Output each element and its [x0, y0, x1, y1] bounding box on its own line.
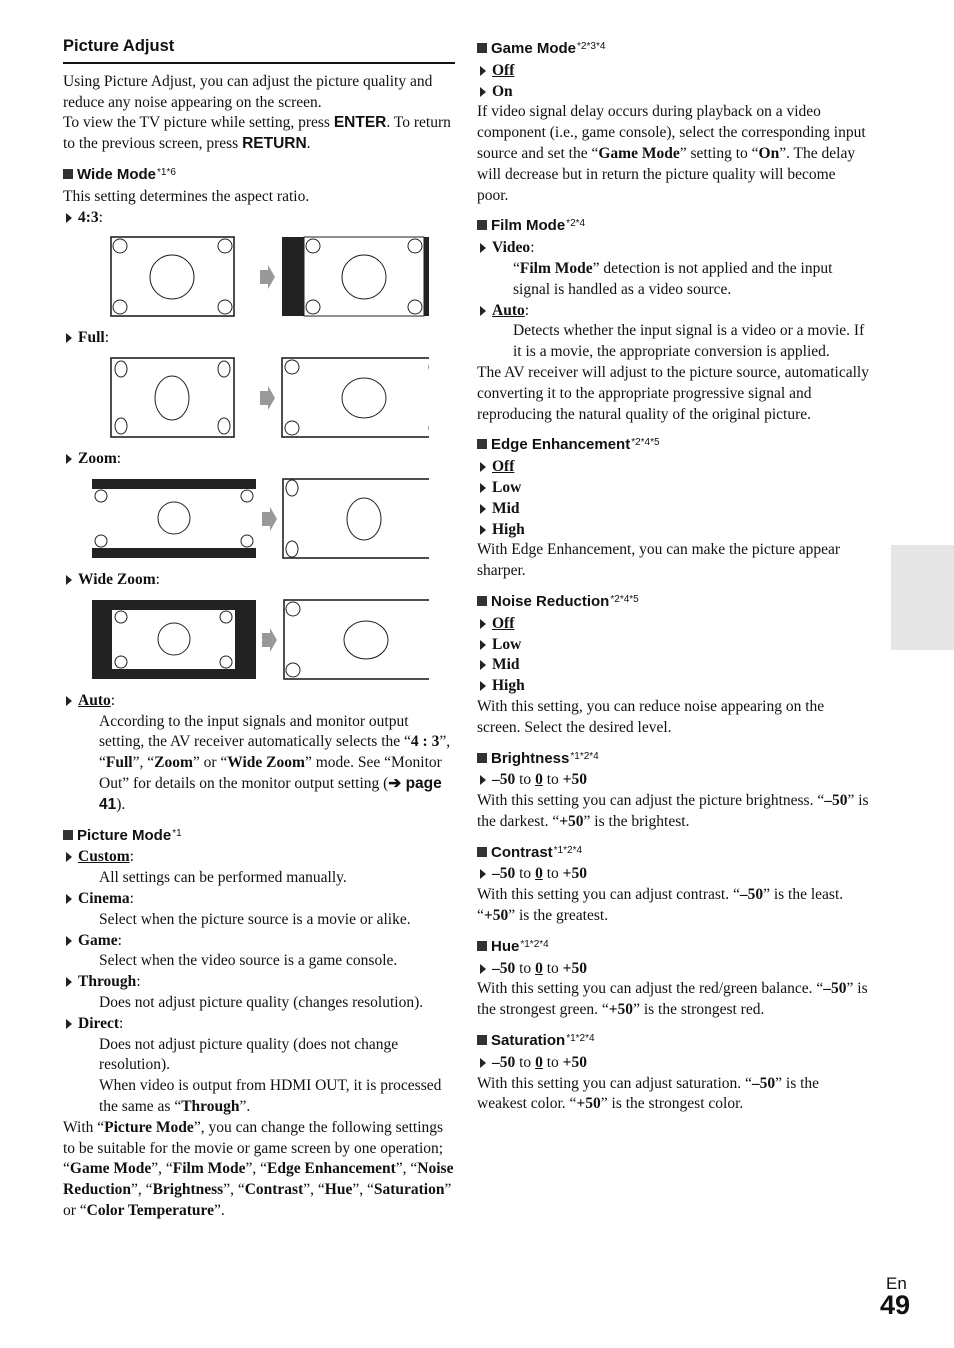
- intro-line: Using Picture Adjust, you can adjust the picture quality and reduce any noise appearing on the screen.: [63, 72, 433, 111]
- option-label: Custom: [78, 848, 130, 866]
- option-label: Wide Zoom: [78, 570, 156, 588]
- diagram-full: [89, 356, 455, 440]
- key-enter: ENTER: [333, 114, 387, 132]
- text: ”, “: [131, 1181, 153, 1199]
- text: ”, “: [99, 733, 451, 772]
- text: –50: [492, 771, 516, 789]
- text: ” mode. See “Monitor Out” for details on the monitor output setting (: [99, 754, 442, 792]
- square-bullet-icon: [477, 753, 487, 763]
- square-bullet-icon: [477, 43, 487, 53]
- output-screen-image: [283, 479, 429, 558]
- hue-desc: [477, 979, 869, 1021]
- text: +50: [559, 812, 584, 830]
- film-mode-footer: The AV receiver will adjust to the picture source, automatically converting it to the appropriate progressive signal and reproducing the natural quality of the original picture.: [477, 363, 869, 423]
- left-column: [63, 36, 455, 1222]
- hue-heading: [477, 935, 869, 958]
- option-off: [477, 457, 869, 478]
- convert-arrow-icon: [262, 507, 277, 531]
- text: to: [515, 959, 536, 977]
- convert-arrow-icon: [260, 265, 275, 289]
- option-on: [477, 82, 869, 103]
- text: ”, “: [395, 1160, 418, 1178]
- text: Game Mode: [598, 144, 680, 162]
- heading-label: Noise Reduction: [491, 592, 610, 610]
- source-screen-image: [92, 600, 256, 679]
- footnote-ref: *1*6: [157, 166, 176, 178]
- footnote-ref: *2*4: [566, 218, 586, 230]
- option-desc: Does not adjust picture quality (changes resolution).: [99, 993, 424, 1011]
- text: Noise Reduction: [63, 1160, 454, 1199]
- heading-label: Saturation: [491, 1032, 566, 1050]
- text: +50: [576, 1095, 601, 1113]
- option-off: [477, 61, 869, 82]
- text: ” or “: [63, 1181, 452, 1219]
- option-label: Full: [78, 329, 105, 347]
- game-mode-desc: [477, 102, 869, 206]
- range-option: [477, 864, 869, 885]
- option-mid: [477, 655, 869, 676]
- diagram-4-3: [89, 235, 455, 319]
- text: –50: [492, 1053, 516, 1071]
- text: When video is output from HDMI OUT, it is processed the same as “: [99, 1077, 442, 1115]
- square-bullet-icon: [477, 1035, 487, 1045]
- text: +50: [562, 865, 587, 883]
- footnote-ref: *1*2*4: [553, 844, 583, 856]
- text: Film Mode: [172, 1160, 246, 1178]
- wide-mode-desc: This setting determines the aspect ratio.: [63, 187, 310, 205]
- option-desc: Does not adjust picture quality (does not change resolution).: [99, 1035, 399, 1074]
- option-video: Video:: [477, 238, 869, 259]
- footnote-ref: *1*2*4: [520, 938, 549, 950]
- footnote-ref: *1*2*4: [570, 750, 599, 762]
- footnote-ref: *1*2*4: [566, 1033, 595, 1045]
- option-label: Through: [78, 973, 137, 991]
- text: With this setting you can adjust the red/green balance. “: [477, 980, 824, 998]
- text: With this setting you can adjust the picture brightness. “: [477, 792, 825, 810]
- output-screen-image: [282, 358, 429, 437]
- text: to: [515, 1053, 536, 1071]
- page-reference-link[interactable]: ➔ page 41: [99, 774, 442, 813]
- option-label: On: [492, 82, 513, 100]
- text: 0: [535, 771, 543, 789]
- square-bullet-icon: [477, 941, 487, 951]
- text: to: [515, 771, 536, 789]
- option-label: Zoom: [78, 450, 117, 468]
- film-mode-heading: [477, 214, 869, 237]
- text: ” is the greatest.: [508, 907, 609, 925]
- edge-enhancement-desc: With Edge Enhancement, you can make the picture appear sharper.: [477, 541, 841, 580]
- text: ”, “: [132, 754, 155, 772]
- option-direct: Direct:: [63, 1014, 455, 1035]
- text: ”, “: [303, 1181, 325, 1199]
- contrast-heading: [477, 841, 869, 864]
- game-mode-heading: [477, 37, 869, 60]
- intro-line: . To return to the previous screen, press: [63, 114, 451, 153]
- text: ” is the weakest color. “: [477, 1074, 820, 1113]
- diagram-wide-zoom: [89, 598, 455, 682]
- range-option: [477, 770, 869, 791]
- text: 0: [535, 1053, 543, 1071]
- heading-label: Brightness: [491, 749, 570, 767]
- option-auto: Auto:: [477, 301, 869, 322]
- convert-arrow-icon: [260, 386, 275, 410]
- text: ”.: [239, 1097, 251, 1115]
- option-label: Cinema: [78, 889, 130, 907]
- footnote-ref: *2*4*5: [631, 437, 660, 449]
- text: ” is the darkest. “: [477, 792, 869, 830]
- option-off: [477, 614, 869, 635]
- text: ”, you can change the following settings to be suitable for the movie or game screen by one operation; “: [63, 1118, 444, 1178]
- text: to: [542, 1053, 563, 1071]
- text: +50: [608, 1001, 634, 1019]
- option-low: [477, 478, 869, 499]
- text: –50: [751, 1074, 776, 1092]
- option-label: Off: [492, 614, 515, 632]
- option-mid: [477, 499, 869, 520]
- text: ” setting to “: [679, 144, 759, 162]
- text: 0: [535, 959, 543, 977]
- range-option: [477, 959, 869, 980]
- diagram-zoom: [89, 477, 455, 561]
- text: +50: [483, 907, 509, 925]
- option-label: Game: [78, 931, 118, 949]
- source-screen-image: [111, 237, 234, 316]
- text: ”. The delay will decrease but in return the picture quality will become poor.: [477, 144, 856, 204]
- text: to: [542, 865, 563, 883]
- text: Picture Mode: [104, 1118, 194, 1136]
- saturation-heading: [477, 1029, 869, 1052]
- text: ” is the strongest red.: [633, 1001, 765, 1019]
- text: Brightness: [152, 1181, 224, 1199]
- text: +50: [562, 959, 587, 977]
- intro-line: To view the TV picture while setting, press: [63, 114, 334, 132]
- option-high: [477, 676, 869, 697]
- contrast-desc: [477, 885, 869, 927]
- option-desc: [477, 259, 869, 301]
- option-desc: Select when the picture source is a movie or alike.: [99, 910, 411, 928]
- side-tab-marker: [891, 545, 954, 650]
- picture-mode-footer: [63, 1118, 455, 1222]
- heading-label: Film Mode: [491, 217, 566, 235]
- option-desc: Detects whether the input signal is a video or a movie. If it is a movie, the appropriate conversion is applied.: [513, 322, 865, 361]
- heading-label: Contrast: [491, 843, 553, 861]
- text: to: [542, 959, 563, 977]
- text: ”, “: [352, 1181, 374, 1199]
- text: Saturation: [373, 1181, 445, 1199]
- option-label: Mid: [492, 499, 520, 517]
- output-screen-image: [282, 237, 429, 316]
- text: ” is the strongest color.: [600, 1095, 744, 1113]
- text: –50: [739, 886, 764, 904]
- option-label: Mid: [492, 656, 520, 674]
- text: 0: [535, 865, 543, 883]
- text: Through: [181, 1097, 240, 1115]
- text: Zoom: [154, 754, 193, 772]
- option-label: High: [492, 520, 525, 538]
- option-label: Auto: [78, 691, 111, 709]
- text: Wide Zoom: [227, 754, 305, 772]
- text: ” is the least. “: [477, 886, 844, 925]
- option-label: High: [492, 677, 525, 695]
- intro-line: .: [306, 135, 311, 153]
- option-through: Through:: [63, 972, 455, 993]
- page-number: 49: [880, 1290, 911, 1320]
- text: –50: [492, 959, 516, 977]
- range-option: [477, 1053, 869, 1074]
- text: Hue: [324, 1181, 353, 1199]
- option-label: Off: [492, 458, 515, 476]
- text: +50: [562, 1053, 587, 1071]
- text: According to the input signals and monitor output setting, the AV receiver automatically selects the “: [99, 712, 411, 751]
- option-desc: [63, 1076, 455, 1118]
- saturation-desc: [477, 1074, 869, 1116]
- text: Game Mode: [69, 1160, 152, 1178]
- option-desc: Select when the video source is a game console.: [99, 952, 398, 970]
- text: +50: [562, 771, 587, 789]
- source-screen-image: [111, 358, 234, 437]
- square-bullet-icon: [477, 596, 487, 606]
- output-screen-image: [284, 600, 429, 679]
- text: ”, “: [223, 1181, 245, 1199]
- page-language: En: [886, 1274, 907, 1293]
- option-label: Off: [492, 61, 515, 79]
- text: –50: [824, 792, 848, 810]
- heading-label: Edge Enhancement: [491, 436, 631, 454]
- text: 4 : 3: [410, 733, 440, 751]
- square-bullet-icon: [477, 439, 487, 449]
- text: With this setting you can adjust saturation. “: [477, 1074, 752, 1092]
- text: –50: [823, 980, 847, 998]
- heading-label: Game Mode: [491, 40, 577, 57]
- text: With “: [63, 1118, 105, 1136]
- footnote-ref: *2*4*5: [610, 593, 639, 605]
- text: “: [513, 259, 520, 277]
- source-screen-image: [92, 479, 256, 558]
- footnote-ref: *1: [172, 827, 182, 839]
- brightness-desc: [477, 791, 869, 833]
- option-label: 4:3: [78, 208, 99, 226]
- key-return: RETURN: [242, 135, 307, 153]
- text: to: [515, 865, 536, 883]
- square-bullet-icon: [477, 220, 487, 230]
- convert-arrow-icon: [262, 628, 277, 652]
- option-cinema: Cinema:: [63, 889, 455, 910]
- text: ” detection is not applied and the input signal is handled as a video source.: [513, 259, 833, 298]
- text: ” is the strongest green. “: [477, 980, 868, 1019]
- text: With this setting you can adjust contrast. “: [477, 886, 740, 904]
- option-full: Full:: [63, 328, 455, 349]
- heading-label: Hue: [491, 937, 520, 955]
- wide-mode-heading: [63, 163, 455, 186]
- edge-enhancement-heading: [477, 433, 869, 456]
- noise-reduction-desc: With this setting, you can reduce noise appearing on the screen. Select the desired level.: [477, 697, 825, 736]
- text: ” or “: [192, 754, 228, 772]
- text: ).: [116, 795, 126, 813]
- text: Edge Enhancement: [267, 1160, 396, 1178]
- text: –50: [492, 865, 516, 883]
- text: Contrast: [244, 1181, 304, 1199]
- option-label: Auto: [492, 301, 525, 319]
- text: Film Mode: [519, 259, 593, 277]
- text: ”.: [213, 1201, 225, 1219]
- option-label: Low: [492, 478, 522, 496]
- option-label: Direct: [78, 1014, 120, 1032]
- option-desc: All settings can be performed manually.: [99, 869, 347, 887]
- heading-label: Wide Mode: [77, 165, 157, 183]
- option-wide-zoom: Wide Zoom:: [63, 570, 455, 591]
- option-4-3: 4:3:: [63, 208, 455, 229]
- auto-desc: [63, 712, 455, 816]
- option-low: [477, 635, 869, 656]
- text: On: [758, 144, 780, 162]
- square-bullet-icon: [477, 847, 487, 857]
- noise-reduction-heading: [477, 590, 869, 613]
- text: Full: [105, 754, 133, 772]
- text: ”, “: [245, 1160, 268, 1178]
- option-high: [477, 520, 869, 541]
- option-label: Video: [492, 239, 531, 257]
- option-auto: Auto:: [63, 691, 455, 712]
- option-game: Game:: [63, 931, 455, 952]
- text: to: [542, 771, 563, 789]
- brightness-heading: [477, 747, 869, 770]
- text: ” is the brightest.: [583, 812, 690, 830]
- text: Color Temperature: [86, 1201, 214, 1219]
- option-zoom: Zoom:: [63, 449, 455, 470]
- square-bullet-icon: [63, 169, 73, 179]
- option-label: Low: [492, 635, 522, 653]
- intro-text: [63, 72, 455, 155]
- right-column: [477, 36, 869, 1115]
- section-title: Picture Adjust: [63, 36, 455, 64]
- heading-label: Picture Mode: [77, 826, 172, 844]
- option-custom: Custom:: [63, 847, 455, 868]
- footnote-ref: *2*3*4: [577, 41, 606, 52]
- picture-mode-heading: [63, 824, 455, 847]
- text: ”, “: [151, 1160, 173, 1178]
- text: If video signal delay occurs during playback on a video component (i.e., game console), select the corresponding input source and set the “: [477, 103, 866, 162]
- square-bullet-icon: [63, 830, 73, 840]
